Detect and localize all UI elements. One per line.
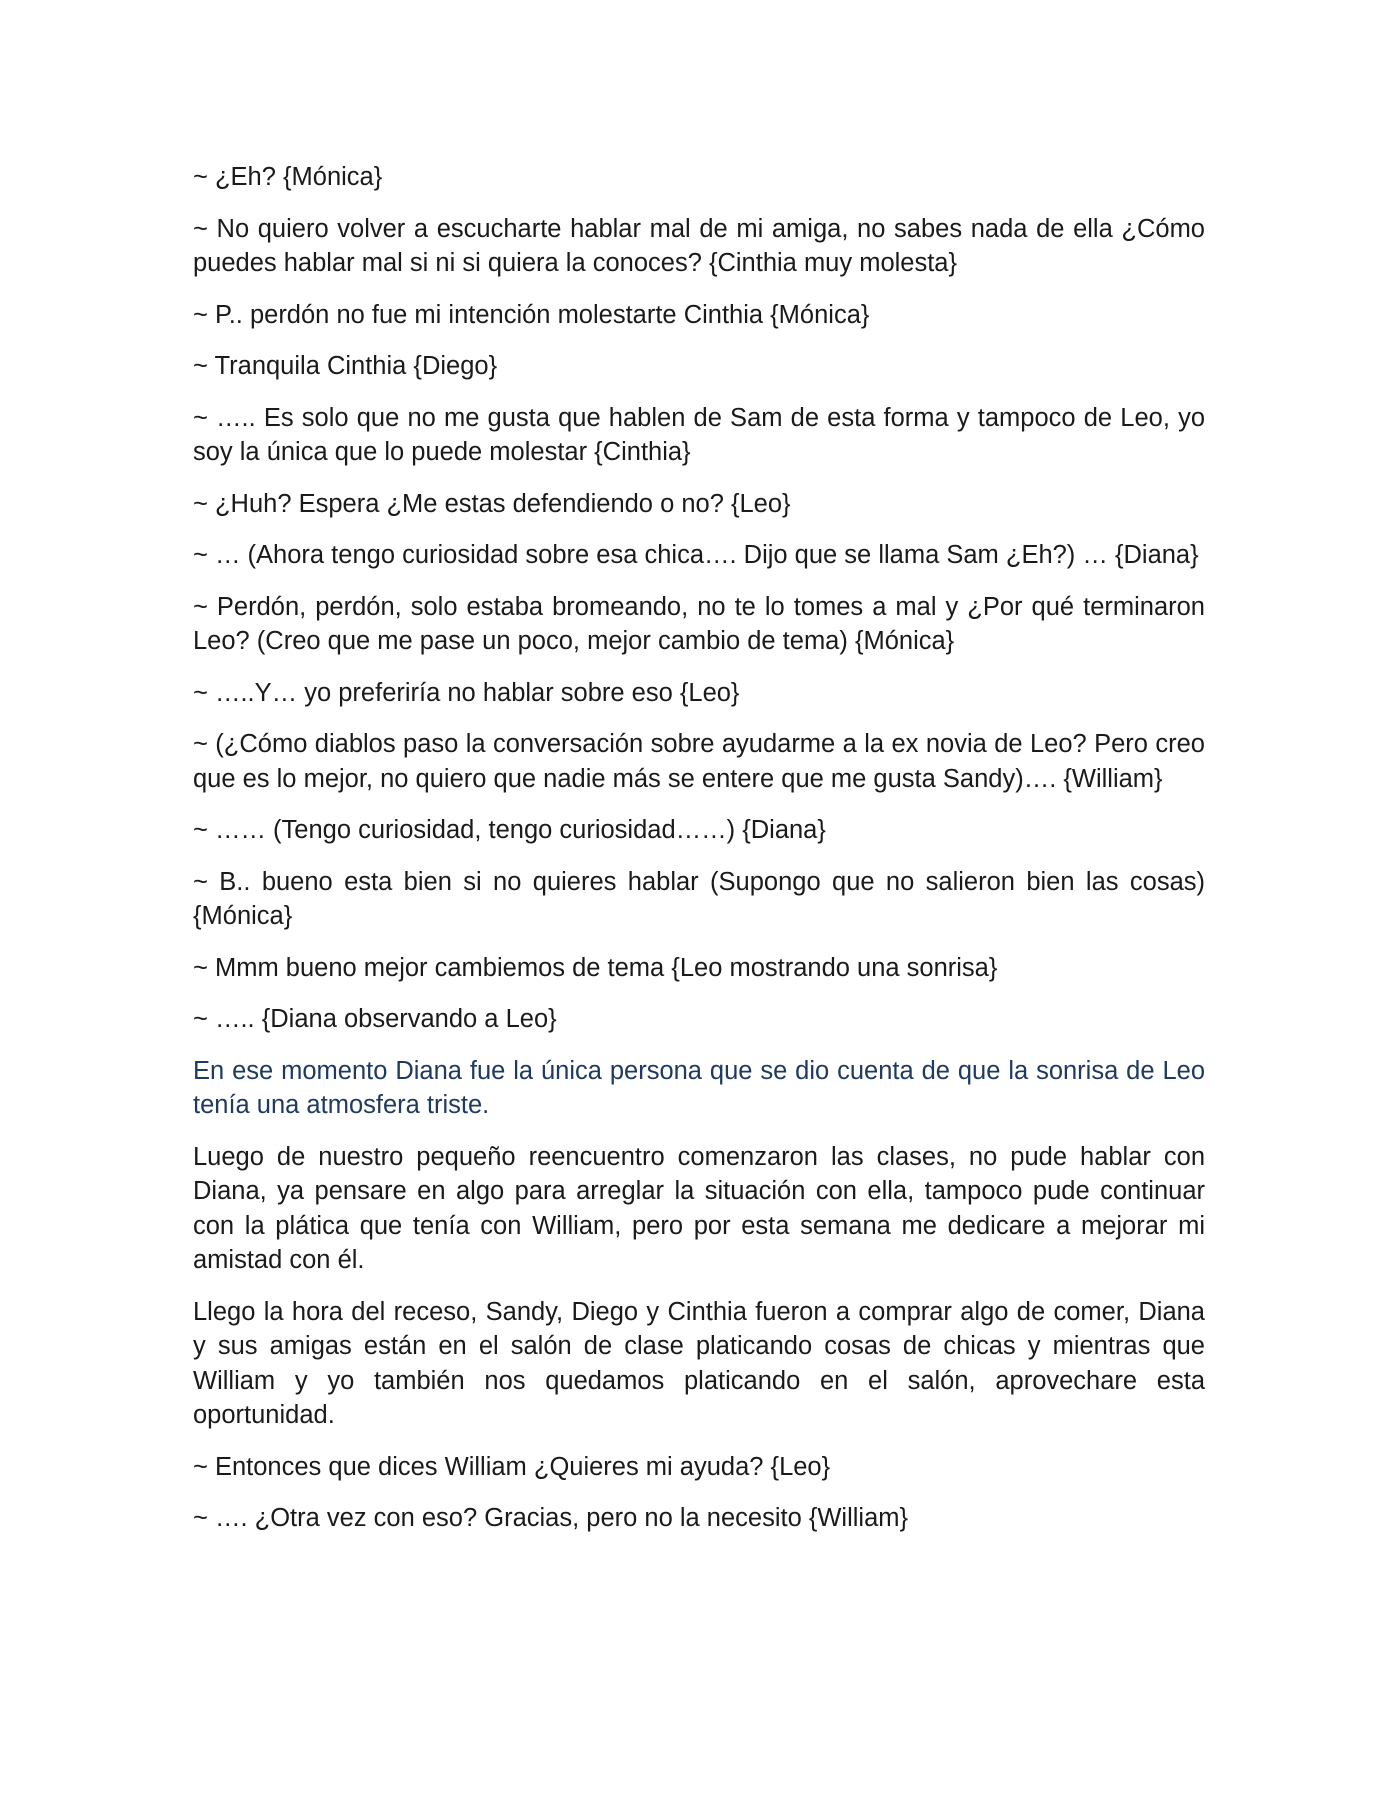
dialogue-line: ~ ….. Es solo que no me gusta que hablen de Sam de esta forma y tampoco de Leo, yo soy la única que lo puede molestar {Cinthia} <box>193 403 1205 466</box>
dialogue-line: ~ … (Ahora tengo curiosidad sobre esa chica…. Dijo que se llama Sam ¿Eh?) … {Diana} <box>193 541 1199 569</box>
dialogue-line: ~ P.. perdón no fue mi intención molestarte Cinthia {Mónica} <box>193 300 870 329</box>
dialogue-line: ~ Mmm bueno mejor cambiemos de tema {Leo mostrando una sonrisa} <box>193 953 998 982</box>
dialogue-line: ~ …… (Tengo curiosidad, tengo curiosidad……) {Diana} <box>193 816 826 844</box>
dialogue-line: ~ …. ¿Otra vez con eso? Gracias, pero no la necesito {William} <box>193 1504 909 1532</box>
dialogue-line: ~ (¿Cómo diablos paso la conversación sobre ayudarme a la ex novia de Leo? Pero creo que es lo mejor, no quiero que nadie más se entere que me gusta Sandy)…. {William} <box>193 730 1205 793</box>
dialogue-line: ~ ….. {Diana observando a Leo} <box>193 1005 557 1033</box>
dialogue-line: ~ Entonces que dices William ¿Quieres mi ayuda? {Leo} <box>193 1452 831 1481</box>
dialogue-line: ~ B.. bueno esta bien si no quieres hablar (Supongo que no salieron bien las cosas) {Mónica} <box>193 867 1205 930</box>
narration-paragraph: Llego la hora del receso, Sandy, Diego y Cinthia fueron a comprar algo de comer, Diana y sus amigas están en el salón de clase platicando cosas de chicas y mientras que William y yo también nos quedamos platicando en el salón, aprovechare esta oportunidad. <box>193 1297 1205 1429</box>
dialogue-line: ~ Perdón, perdón, solo estaba bromeando, no te lo tomes a mal y ¿Por qué terminaron Leo? (Creo que me pase un poco, mejor cambio de tema) {Mónica} <box>193 592 1205 655</box>
narration-paragraph: En ese momento Diana fue la única persona que se dio cuenta de que la sonrisa de Leo tenía una atmosfera triste. <box>193 1056 1205 1119</box>
dialogue-line: ~ Tranquila Cinthia {Diego} <box>193 352 498 380</box>
dialogue-line: ~ No quiero volver a escucharte hablar mal de mi amiga, no sabes nada de ella ¿Cómo puedes hablar mal si ni si quiera la conoces? {Cinthia muy molesta} <box>193 214 1205 277</box>
dialogue-line: ~ …..Y… yo preferiría no hablar sobre eso {Leo} <box>193 678 740 707</box>
dialogue-line: ~ ¿Huh? Espera ¿Me estas defendiendo o no? {Leo} <box>193 489 791 518</box>
document-page <box>193 160 1205 1553</box>
narration-paragraph: Luego de nuestro pequeño reencuentro comenzaron las clases, no pude hablar con Diana, ya pensare en algo para arreglar la situación con ella, tampoco pude continuar con la plática que tenía con William, pero por esta semana me dedicare a mejorar mi amistad con él. <box>193 1142 1205 1274</box>
dialogue-line: ~ ¿Eh? {Mónica} <box>193 163 383 191</box>
